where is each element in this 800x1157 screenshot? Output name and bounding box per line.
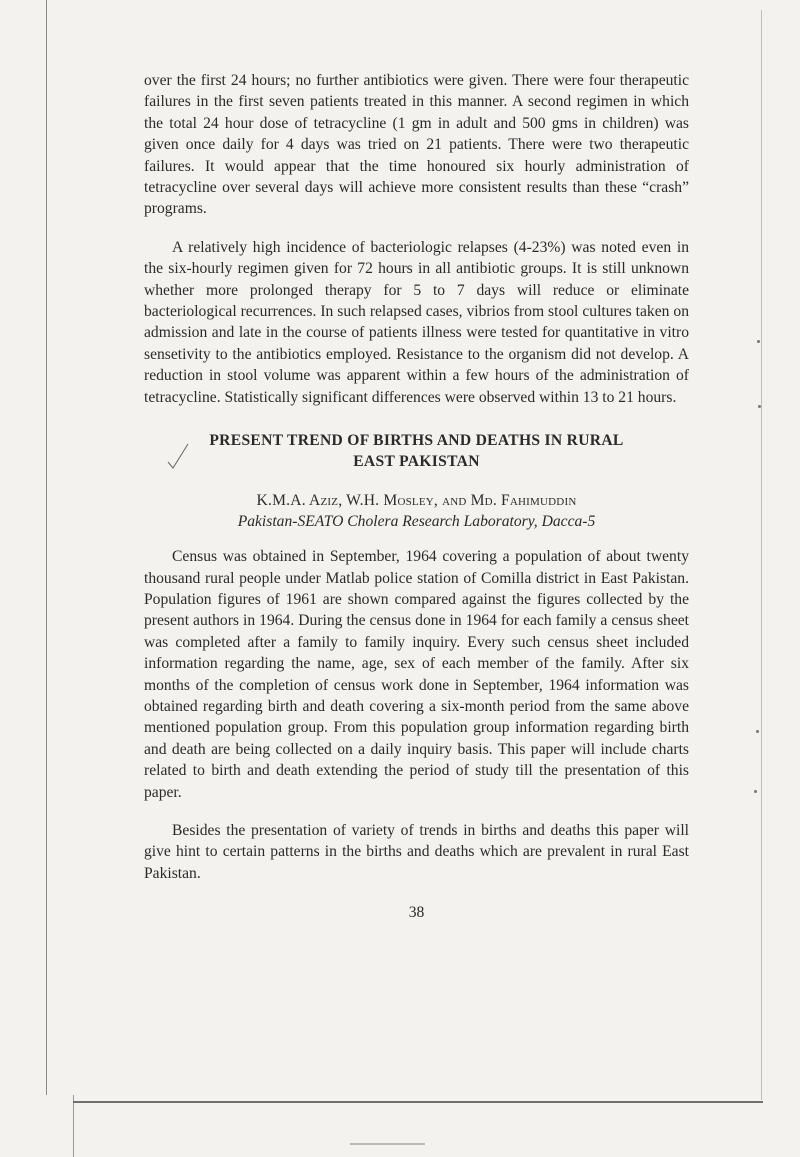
paragraph-1: over the first 24 hours; no further antibiotics were given. There were four therapeutic failures in the first seven patients treated in this manner. A second regimen in which the total 24 hour dose of tetracycline (1 gm in adult and 500 gms in children) was given once daily for 4 days was tried on 21 patients. There were two therapeutic failures. It would appear that the time honoured six hourly administration of tetracycline over several days will achieve more consistent results than these “crash” programs. (144, 72, 689, 218)
article-title-line-2: EAST PAKISTAN (353, 453, 480, 471)
paragraph-2: A relatively high incidence of bacteriologic relapses (4-23%) was noted even in the six-hourly regimen given for 72 hours in all antibiotic groups. It is still unknown whether more prolonged therapy for 5 to 7 days will reduce or eliminate bacteriological recurrences. In such relapsed cases, vibrios from stool cultures taken on admission and late in the course of patients illness were tested for quantitative in vitro sensetivity to the antibiotics employed. Resistance to the organism did not develop. A reduction in stool volume was apparent within a few hours of the administration of tetracycline. Statistically significant differences were observed within 13 to 21 hours. (144, 238, 689, 406)
article-title-line-1: PRESENT TREND OF BIRTHS AND DEATHS IN RURAL (209, 432, 624, 450)
page-number: 38 (408, 904, 425, 922)
scan-edge-bottom (73, 1101, 763, 1103)
paragraph-4: Besides the presentation of variety of trends in births and deaths this paper will give hint to certain patterns in the births and deaths which are prevalent in rural East Pakistan. (144, 821, 689, 882)
scan-speck (757, 340, 760, 343)
scan-edge-left (46, 0, 47, 1095)
scan-edge-left-bottom (73, 1095, 74, 1157)
article-authors: K.M.A. Aziz, W.H. Mosley, and Md. Fahimuddin (256, 492, 577, 510)
paragraph-3: Census was obtained in September, 1964 covering a population of about twenty thousand rural people under Matlab police station of Comilla district in East Pakistan. Population figures of 1961 are shown compared against the figures collected by the present authors in 1964. During the census done in 1964 for each family a census sheet was completed after a family to family inquiry. Every such census sheet included information regarding the name, age, sex of each member of the family. After six months of the completion of census work done in September, 1964 information was obtained regarding birth and death covering a six-month period from the same above mentioned population group. From this population group information regarding birth and death are being collected on a daily inquiry basis. This paper will include charts related to birth and death extending the period of study till the presentation of this paper. (144, 548, 689, 801)
article-title (144, 430, 689, 472)
scan-speck (756, 730, 759, 733)
scan-speck (758, 405, 761, 408)
page-content (144, 70, 689, 922)
article-affiliation: Pakistan-SEATO Cholera Research Laboratory, Dacca-5 (237, 513, 596, 531)
scan-speck (754, 790, 757, 793)
scan-smudge-bottom (350, 1143, 425, 1145)
scan-edge-right (761, 10, 762, 1100)
